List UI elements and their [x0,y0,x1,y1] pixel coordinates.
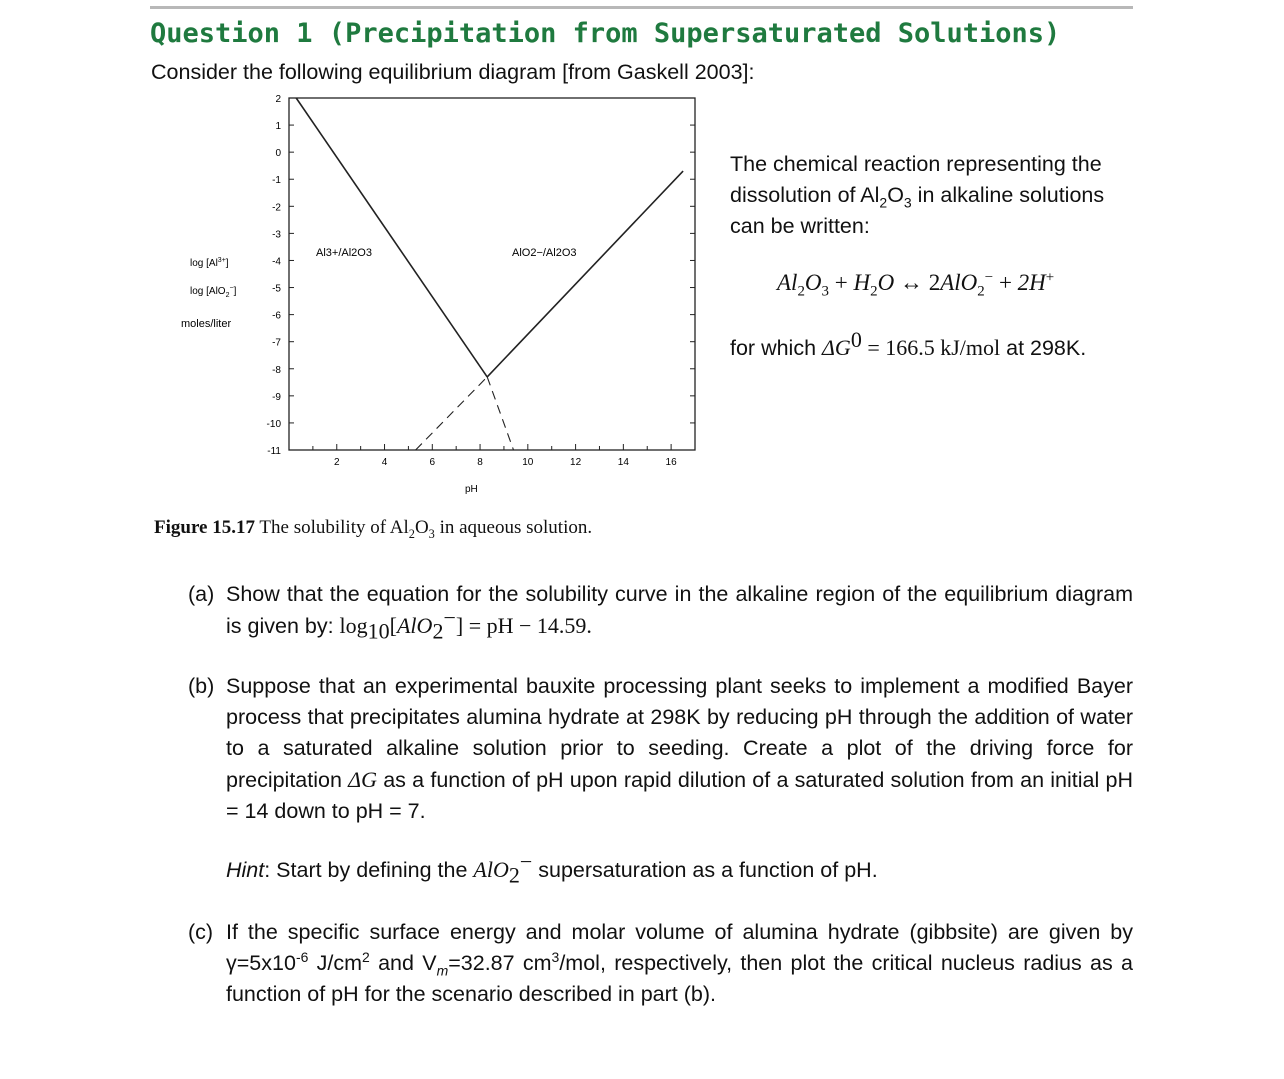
y-tick-label: -7 [272,337,281,349]
solubility-chart [165,88,725,508]
x-tick-label: 6 [429,457,436,468]
y-tick-label: 0 [275,148,281,160]
figure-caption: Figure 15.17 The solubility of $Al_2O_3$ in aqueous solution. [154,517,593,541]
reaction-intro: The chemical reaction representing the dissolution of $Al_2O_3$ in alkaline solutions can be written: [730,152,1105,238]
x-tick-label: 10 [522,457,534,468]
part-b-label: (b) [188,674,215,698]
question-title: Question 1 (Precipitation from Supersaturated Solutions) [150,18,1061,49]
part-c-text: If the specific surface energy and molar volume of alumina hydrate (gibbsite) are given by $\gamma=5x10^{-6}$ $J/cm^2$ and $V_m=32.87$ $cm^3$/mol, respectively, then plot the critical nucleus radius as a function of pH for the scenario described in part (b). [226,920,1133,1006]
y-tick-label: -3 [272,229,281,241]
y-tick-label: -9 [272,391,281,403]
part-a-label: (a) [188,582,215,606]
plot-frame [289,98,695,450]
y-tick-label: 2 [275,94,281,105]
caption-label: Figure 15.17 [154,517,255,538]
y-tick-label: -1 [272,175,281,187]
y-axis-label-alo2: log [AlO$_2$−] [190,285,237,299]
part-b [188,671,1133,827]
y-tick-label: 1 [275,121,281,133]
question-intro: Consider the following equilibrium diagram [from Gaskell 2003]: [151,60,755,84]
region-label-alo2: AlO2−/Al2O3 [512,247,577,259]
series-line-4 [416,377,488,450]
x-tick-label: 12 [570,457,582,468]
x-tick-label: 16 [665,457,677,468]
part-a [188,579,1133,642]
y-tick-label: -10 [266,418,281,430]
top-rule [150,6,1133,9]
series-line-3 [487,377,513,450]
region-label-al3: Al3+/Al2O3 [316,247,372,259]
part-b-hint: Hint: Start by defining the AlO$_2$− supersaturation as a function of pH. [226,848,878,888]
x-tick-label: 8 [477,457,483,468]
x-tick-label: 4 [381,457,388,468]
y-tick-label: -4 [272,256,281,268]
dissolution-equation: $Al_2O_3 + H_2O$ ↔ 2AlO$_2$− + 2H+ [777,269,1055,300]
y-tick-label: -11 [267,446,281,457]
gibbs-energy-statement: for which $\Delta G^0 = 166.5$ kJ/mol at 298K. [730,326,1087,360]
y-axis-label-al3: $\log [Al^{3+}]$ [190,257,229,269]
solubility-figure [165,88,725,508]
part-c [188,917,1133,1010]
x-tick-label: 14 [617,457,629,468]
x-tick-label: 2 [333,457,340,468]
series-line-2 [487,171,683,377]
y-axis-label-units: moles/liter [181,318,232,330]
part-a-text: Show that the equation for the solubility curve in the alkaline region of the equilibrium diagram is given by: $\log_{10}[AlO_2^-]$ = pH − 14.59. [226,582,1133,644]
part-b-text: Suppose that an experimental bauxite processing plant seeks to implement a modified Bayer process that precipitates alumina hydrate at 298K by reducing pH through the addition of water to a saturated alkaline solution prior to seeding. Create a plot of the driving force for precipitation ΔG as a function of pH upon rapid dilution of a saturated solution from an initial pH = 14 down to pH = 7. [226,674,1133,823]
y-tick-label: -8 [272,364,281,376]
y-tick-label: -5 [272,283,281,295]
x-axis-label: pH [465,484,478,495]
y-tick-label: -6 [272,310,281,322]
series-line-1 [296,98,487,377]
part-c-label: (c) [188,920,214,944]
y-tick-label: -2 [272,202,281,214]
